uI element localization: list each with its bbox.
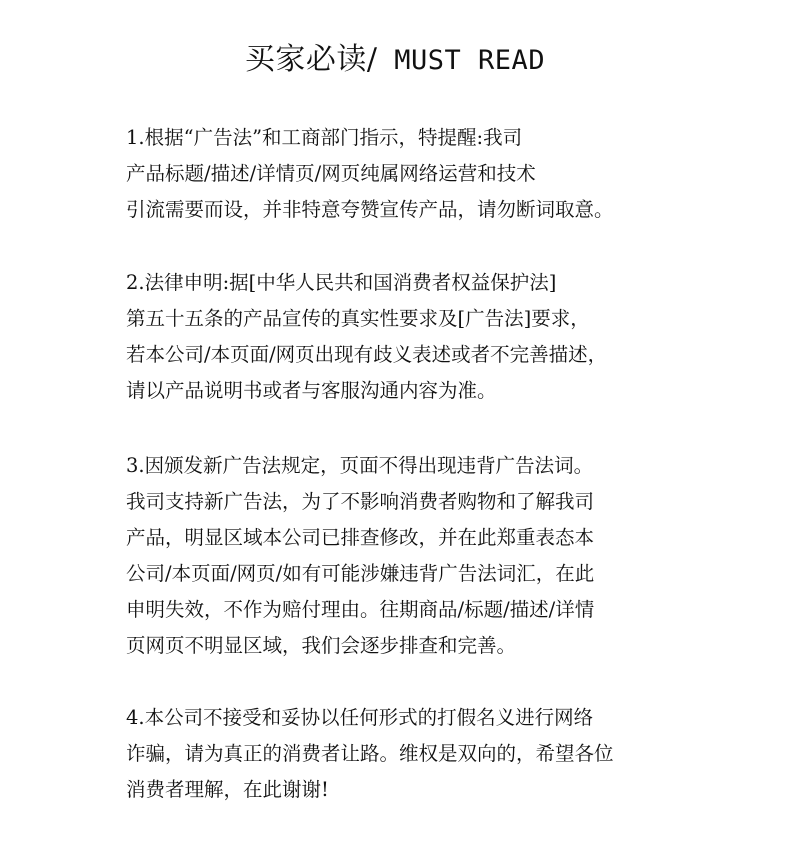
paragraph-line: 消费者理解，在此谢谢! <box>126 778 329 801</box>
paragraph-line: 产品标题/描述/详情页/网页纯属网络运营和技术 <box>126 162 536 185</box>
paragraph-line: 诈骗，请为真正的消费者让路。维权是双向的，希望各位 <box>126 742 614 765</box>
paragraph-line: 产品，明显区域本公司已排查修改，并在此郑重表态本 <box>126 526 595 549</box>
paragraph-line: 4.本公司不接受和妥协以任何形式的打假名义进行网络 <box>126 706 594 729</box>
paragraph-line: 第五十五条的产品宣传的真实性要求及[广告法]要求， <box>126 307 590 330</box>
paragraph-line: 页网页不明显区域，我们会逐步排查和完善。 <box>126 634 517 657</box>
paragraph-line: 我司支持新广告法，为了不影响消费者购物和了解我司 <box>126 490 595 513</box>
paragraph-line: 若本公司/本页面/网页出现有歧义表述或者不完善描述， <box>126 343 608 366</box>
paragraph-line: 请以产品说明书或者与客服沟通内容为准。 <box>126 379 497 402</box>
page-title-cn: 买家必读/ <box>244 42 378 77</box>
notice-paragraph-3 <box>126 448 766 664</box>
notice-paragraph-4 <box>126 700 766 808</box>
paragraph-line: 引流需要而设，并非特意夸赞宣传产品，请勿断词取意。 <box>126 198 614 221</box>
paragraph-line: 申明失效，不作为赔付理由。往期商品/标题/描述/详情 <box>126 598 595 621</box>
page-title-en: MUST READ <box>377 45 546 76</box>
paragraph-line: 3.因颁发新广告法规定，页面不得出现违背广告法词。 <box>126 454 594 477</box>
paragraph-line: 1.根据“广告法”和工商部门指示，特提醒:我司 <box>126 126 523 149</box>
notice-paragraph-2 <box>126 265 766 409</box>
paragraph-line: 公司/本页面/网页/如有可能涉嫌违背广告法词汇，在此 <box>126 562 595 585</box>
page-title <box>0 38 790 83</box>
paragraph-line: 2.法律申明:据[中华人民共和国消费者权益保护法] <box>126 271 557 294</box>
notice-paragraph-1 <box>126 120 766 228</box>
